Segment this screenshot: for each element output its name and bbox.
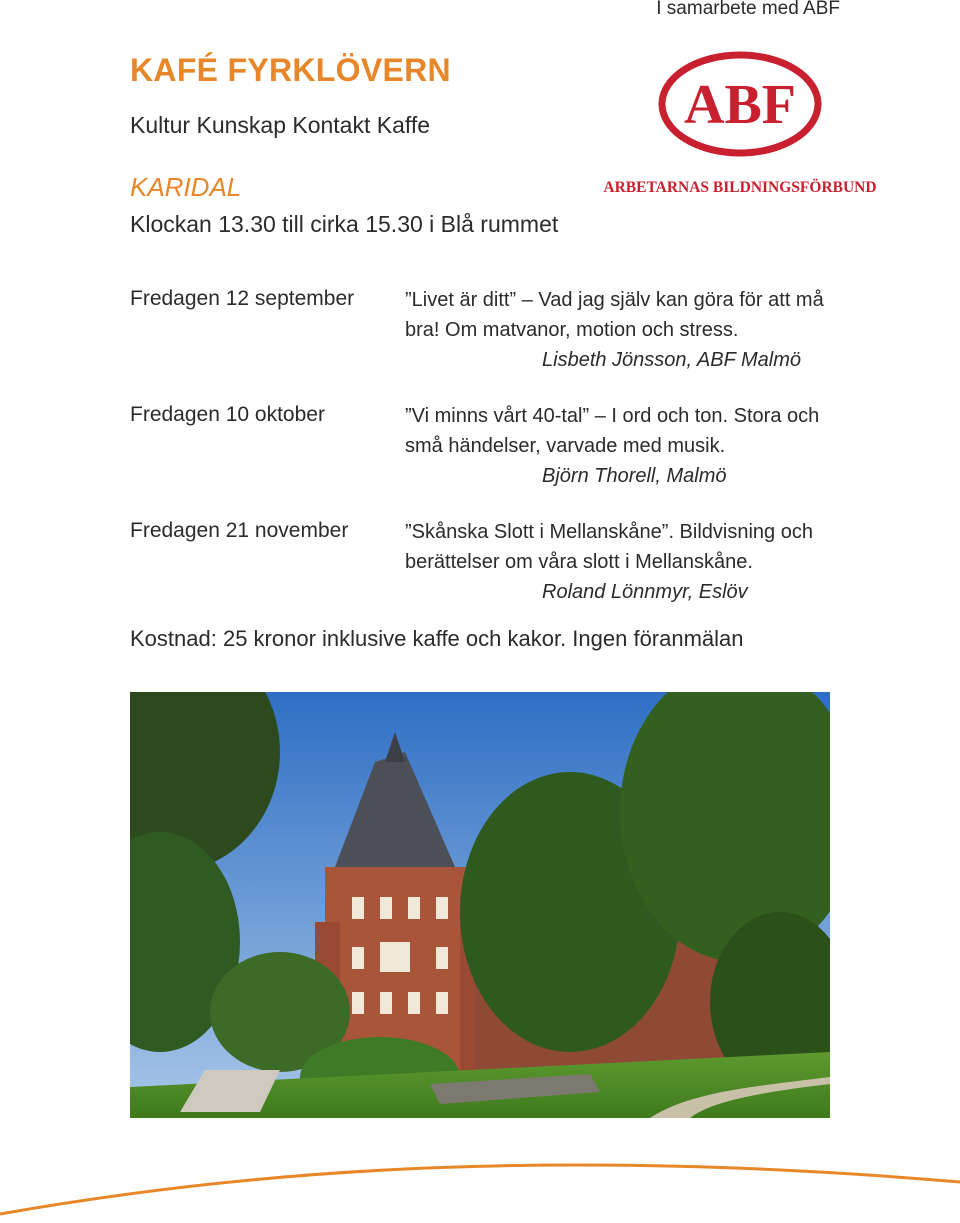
event-presenter: Björn Thorell, Malmö — [542, 465, 727, 487]
event-time: Klockan 13.30 till cirka 15.30 i Blå rummet — [130, 211, 559, 237]
event-description-2 — [405, 401, 845, 491]
event-presenter: Roland Lönnmyr, Eslöv — [542, 581, 748, 603]
cost-info: Kostnad: 25 kronor inklusive kaffe och kakor. Ingen föranmälan — [130, 626, 744, 651]
event-date-2: Fredagen 10 oktober — [130, 403, 325, 426]
decorative-curve — [0, 1140, 960, 1218]
event-body: ”Skånska Slott i Mellanskåne”. Bildvisning och berättelser om våra slott i Mellanskåne. — [405, 521, 813, 573]
event-date-3: Fredagen 21 november — [130, 519, 349, 542]
venue-name: KARIDAL — [130, 172, 242, 202]
page-subtitle: Kultur Kunskap Kontakt Kaffe — [130, 112, 431, 138]
event-presenter: Lisbeth Jönsson, ABF Malmö — [542, 349, 802, 371]
event-date-1: Fredagen 12 september — [130, 287, 355, 310]
castle-photo — [130, 692, 830, 1118]
event-description-1 — [405, 285, 845, 375]
logo-wordmark: ABF — [684, 74, 796, 136]
event-body: ”Vi minns vårt 40-tal” – I ord och ton. Stora och små händelser, varvade med musik. — [405, 405, 820, 457]
collaboration-note: I samarbete med ABF — [656, 0, 840, 19]
page-title: KAFÉ FYRKLÖVERN — [130, 52, 451, 88]
abf-logo — [590, 46, 890, 196]
logo-organization: ARBETARNAS BILDNINGSFÖRBUND — [603, 179, 877, 196]
event-body: ”Livet är ditt” – Vad jag själv kan göra för att må bra! Om matvanor, motion och stress. — [405, 289, 824, 341]
event-description-3 — [405, 517, 845, 607]
